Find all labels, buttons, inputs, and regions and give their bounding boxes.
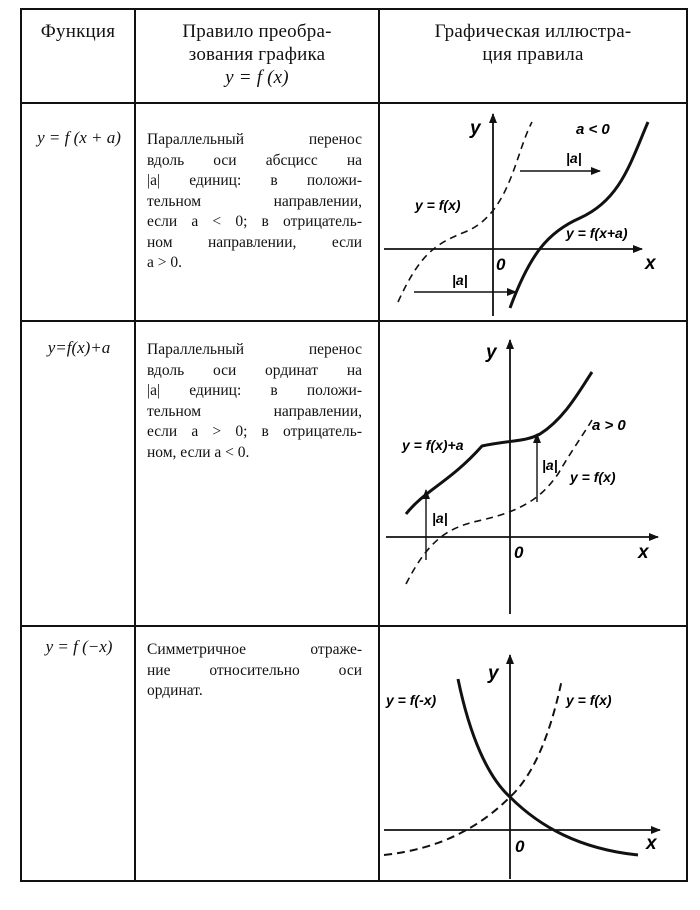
shift-label-left: |a|: [432, 510, 448, 526]
table-border-top: [20, 8, 688, 10]
condition-label: a < 0: [576, 121, 610, 138]
graph-reflection: [380, 627, 686, 880]
shifted-curve-label: y = f(x+a): [566, 225, 628, 241]
x-axis-label: x: [646, 833, 657, 854]
y-axis-label: y: [486, 342, 497, 363]
row2-function: y=f(x)+a: [47, 338, 111, 357]
original-curve-label: y = f(x): [415, 197, 461, 213]
header-function: Функция: [40, 21, 116, 42]
row1-function: y = f (x + a): [37, 128, 121, 147]
row1-rule: Параллельный перенос вдоль оси абсцисс на |a| единиц: в положи- тельном направлении, если a < 0; в отрицатель- ном направлении, если a > 0.: [147, 131, 362, 271]
x-axis-label: x: [645, 253, 656, 274]
condition-label: a > 0: [592, 417, 626, 434]
table-border-bottom: [20, 880, 688, 882]
origin-label: 0: [514, 543, 524, 562]
origin-label: 0: [496, 255, 506, 274]
shift-label-bottom: |a|: [452, 272, 468, 288]
shifted-curve-label: y = f(x)+a: [402, 437, 464, 453]
original-curve-label: y = f(x): [570, 469, 616, 485]
header-rule: Правило преобра- зования графика y = f (x): [182, 21, 332, 88]
original-curve-label: y = f(x): [566, 692, 612, 708]
reflected-curve-label: y = f(-x): [386, 692, 437, 708]
graph-vertical-shift: [380, 322, 686, 625]
shift-label-right: |a|: [542, 457, 558, 473]
y-axis-label: y: [470, 118, 481, 139]
row3-function: y = f (−x): [45, 637, 113, 656]
header-illustration: Графическая иллюстра- ция правила: [434, 21, 632, 65]
graph-horizontal-shift: [380, 104, 686, 320]
origin-label: 0: [515, 837, 525, 856]
row3-rule: Симметричное отраже- ние относительно оси ординат.: [147, 641, 362, 699]
table-border-right: [686, 8, 688, 882]
shift-label-top: |a|: [566, 150, 582, 166]
x-axis-label: x: [638, 542, 649, 563]
y-axis-label: y: [488, 663, 499, 684]
row2-rule: Параллельный перенос вдоль оси ординат на |a| единиц: в положи- тельном направлении, если a > 0; в отрицатель- ном, если a < 0.: [147, 341, 362, 461]
